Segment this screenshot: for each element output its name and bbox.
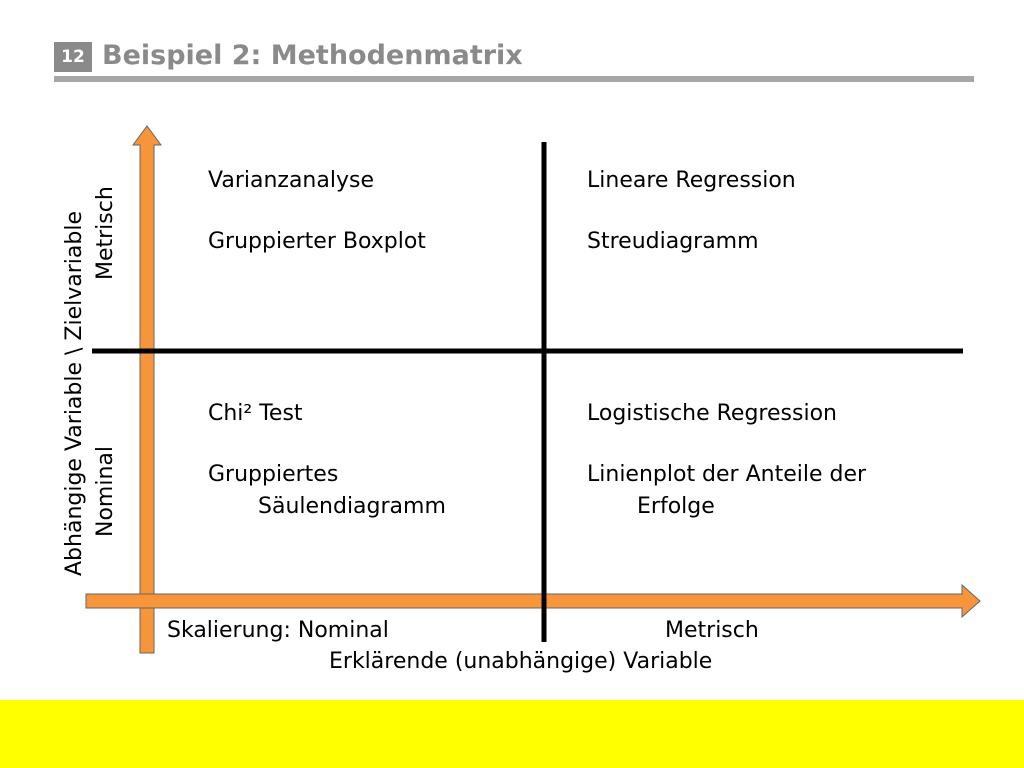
- y-scale-metric: Metrisch: [93, 186, 118, 280]
- x-axis-label: Erklärende (unabhängige) Variable: [329, 649, 713, 674]
- x-axis-arrow: [86, 585, 980, 617]
- x-scale-nominal: Skalierung: Nominal: [167, 618, 389, 643]
- cell-bottom-right-method: Logistische Regression: [587, 401, 837, 426]
- cell-bottom-left-plot: Gruppiertes: [208, 462, 339, 487]
- cell-top-right-plot: Streudiagramm: [587, 229, 759, 254]
- cell-top-right-method: Lineare Regression: [587, 168, 796, 193]
- y-axis-arrow: [133, 126, 161, 653]
- cell-top-right: [587, 165, 796, 258]
- cell-bottom-left-plot-cont: Säulendiagramm: [258, 494, 446, 519]
- cell-top-left: [208, 165, 426, 258]
- y-axis-label: Abhängige Variable \ Zielvariable: [62, 210, 87, 576]
- cell-bottom-left: [208, 398, 446, 523]
- y-scale-nominal: Nominal: [93, 446, 118, 537]
- cell-bottom-right: [587, 398, 866, 523]
- cell-top-left-method: Varianzanalyse: [208, 168, 374, 193]
- cell-bottom-right-plot-cont: Erfolge: [637, 494, 715, 519]
- cell-bottom-left-method: Chi² Test: [208, 401, 303, 426]
- page-title: Beispiel 2: Methodenmatrix: [102, 40, 523, 71]
- footer-bar: [0, 700, 1024, 768]
- slide-number: 12: [54, 42, 92, 72]
- cell-top-left-plot: Gruppierter Boxplot: [208, 229, 426, 254]
- cell-bottom-right-plot: Linienplot der Anteile der: [587, 462, 867, 487]
- x-scale-metric: Metrisch: [665, 618, 759, 643]
